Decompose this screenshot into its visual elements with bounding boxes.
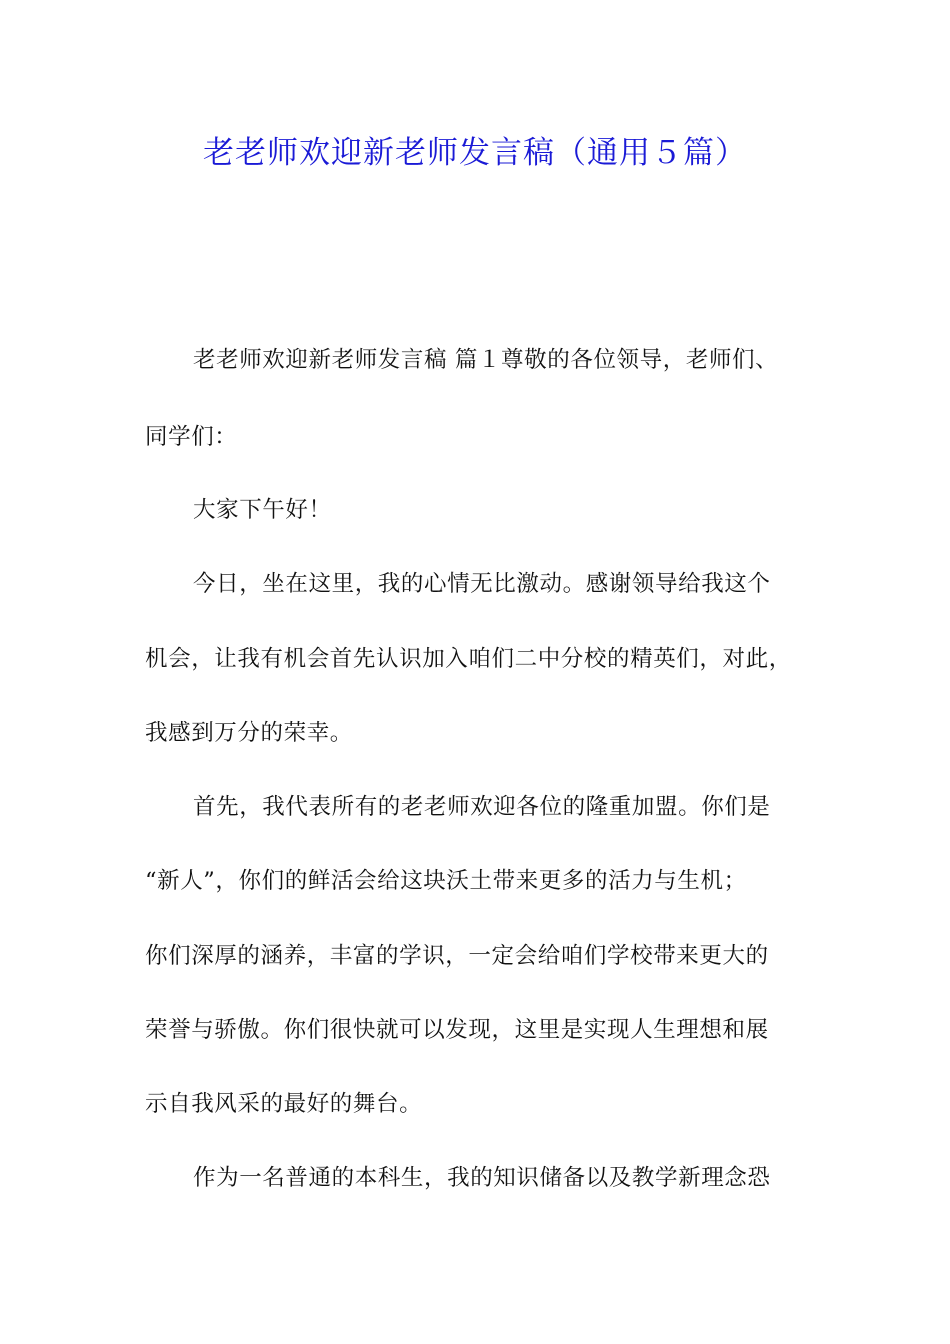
paragraph-line: “新人”，你们的鲜活会给这块沃土带来更多的活力与生机；	[145, 868, 747, 894]
paragraph-line: 示自我风采的最好的舞台。	[145, 1091, 423, 1117]
paragraph-line: 老老师欢迎新老师发言稿 篇１尊敬的各位领导，老师们、	[193, 347, 779, 373]
paragraph-line: 作为一名普通的本科生，我的知识储备以及教学新理念恐	[193, 1165, 771, 1191]
paragraph-line: 机会，让我有机会首先认识加入咱们二中分校的精英们，对此，	[145, 646, 792, 672]
paragraph-line: 荣誉与骄傲。你们很快就可以发现，这里是实现人生理想和展	[145, 1017, 769, 1043]
paragraph-line: 你们深厚的涵养，丰富的学识，一定会给咱们学校带来更大的	[145, 943, 769, 969]
paragraph-line: 同学们：	[145, 424, 238, 450]
paragraph-line: 我感到万分的荣幸。	[145, 720, 353, 746]
paragraph-line: 大家下午好！	[193, 497, 332, 523]
paragraph-line: 今日，坐在这里，我的心情无比激动。感谢领导给我这个	[193, 571, 771, 597]
paragraph-line: 首先，我代表所有的老老师欢迎各位的隆重加盟。你们是	[193, 794, 771, 820]
document-title: 老老师欢迎新老师发言稿（通用５篇）	[203, 135, 747, 171]
